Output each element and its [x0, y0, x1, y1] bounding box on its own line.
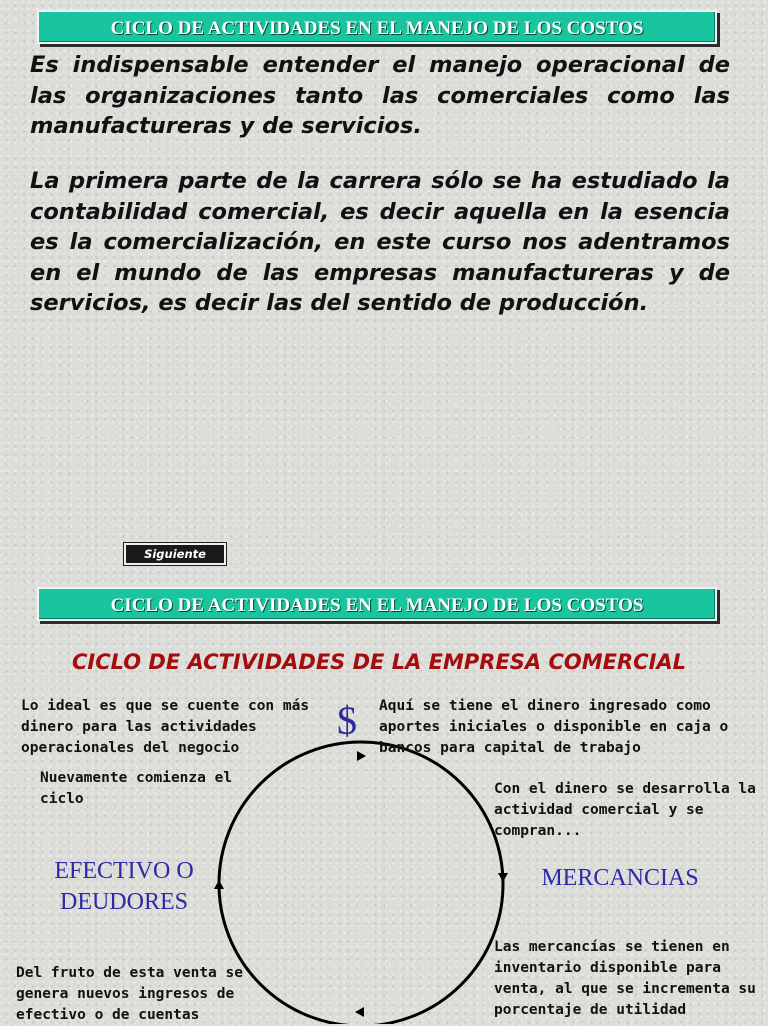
- slide1-banner: CICLO DE ACTIVIDADES EN EL MANEJO DE LOS COSTOS: [37, 10, 717, 44]
- note-restart: Nuevamente comienza el ciclo: [40, 770, 233, 807]
- next-button[interactable]: Siguiente: [124, 543, 226, 565]
- course-paragraph: La primera parte de la carrera sólo se ha estudiado la contabilidad comercial, es decir aquella en la esencia es la comercialización, en este curso nos adentramos en el mundo de las empresas manufactureras y de servicios, es decir las del sentido de producción.: [30, 168, 730, 316]
- arrow-bottom: [355, 1007, 364, 1017]
- note-develop: Con el dinero se desarrolla la actividad comercial y se compran...: [494, 781, 756, 839]
- note-inventory: Las mercancías se tienen en inventario disponible para venta, al que se incrementa su porcentaje de utilidad: [494, 939, 756, 1018]
- note-top-right: Aquí se tiene el dinero ingresado como aportes iniciales o disponible en caja o bancos para capital de trabajo: [379, 698, 729, 756]
- slide2-banner: CICLO DE ACTIVIDADES EN EL MANEJO DE LOS COSTOS: [37, 587, 717, 621]
- dollar-icon: $: [337, 698, 357, 743]
- intro-paragraph: Es indispensable entender el manejo operacional de las organizaciones tanto las comerciales como las manufactureras y de servicios.: [30, 52, 730, 139]
- arrow-right: [498, 873, 508, 882]
- cycle-title: CICLO DE ACTIVIDADES DE LA EMPRESA COMERCIAL: [71, 650, 687, 674]
- node-mercancias: MERCANCIAS: [541, 865, 699, 891]
- arrow-left: [214, 880, 224, 889]
- note-sale: Del fruto de esta venta se genera nuevos ingresos de efectivo o de cuentas: [16, 965, 243, 1023]
- node-efectivo-deudores: EFECTIVO O DEUDORES: [54, 858, 194, 915]
- note-top-left: Lo ideal es que se cuente con más dinero para las actividades operacionales del negocio: [21, 698, 310, 756]
- arrow-top: [357, 751, 366, 761]
